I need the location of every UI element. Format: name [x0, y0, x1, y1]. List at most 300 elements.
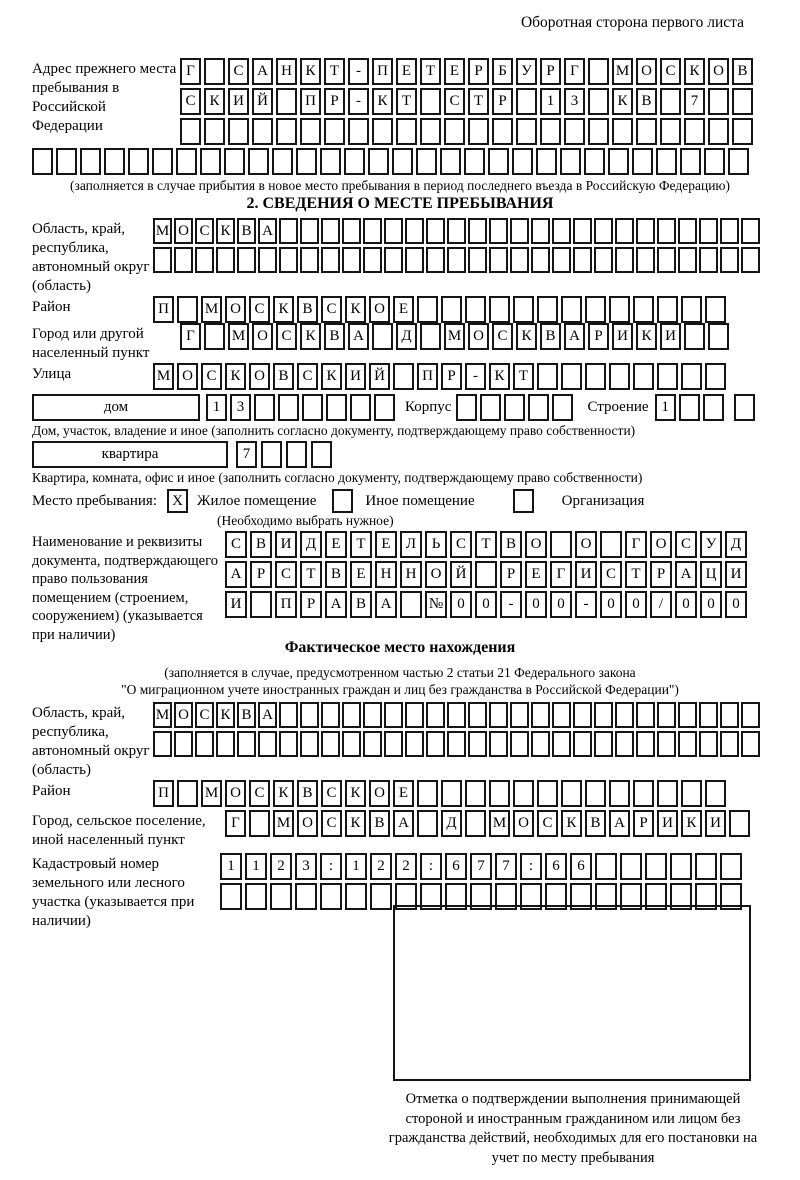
char-cell[interactable]: [510, 731, 529, 757]
char-cell[interactable]: [608, 148, 629, 175]
char-cell[interactable]: А: [564, 323, 585, 350]
char-cell[interactable]: [296, 148, 317, 175]
char-cell[interactable]: [216, 247, 235, 273]
char-cell[interactable]: [657, 702, 676, 728]
char-cell[interactable]: [488, 148, 509, 175]
char-cell[interactable]: [392, 148, 413, 175]
char-cell[interactable]: [657, 731, 676, 757]
char-cell[interactable]: Т: [396, 88, 417, 115]
char-cell[interactable]: 7: [495, 853, 517, 880]
char-cell[interactable]: [489, 702, 508, 728]
char-cell[interactable]: [657, 363, 678, 390]
char-cell[interactable]: [249, 810, 270, 837]
char-cell[interactable]: Р: [441, 363, 462, 390]
char-cell[interactable]: 7: [684, 88, 705, 115]
char-cell[interactable]: [657, 780, 678, 807]
char-cell[interactable]: [468, 247, 487, 273]
char-cell[interactable]: [620, 853, 642, 880]
char-cell[interactable]: -: [348, 58, 369, 85]
char-cell[interactable]: А: [225, 561, 247, 588]
char-cell[interactable]: [531, 218, 550, 244]
char-cell[interactable]: [594, 731, 613, 757]
char-cell[interactable]: [468, 702, 487, 728]
char-cell[interactable]: №: [425, 591, 447, 618]
char-cell[interactable]: [708, 118, 729, 145]
char-cell[interactable]: К: [681, 810, 702, 837]
char-cell[interactable]: [594, 702, 613, 728]
char-cell[interactable]: [636, 118, 657, 145]
char-cell[interactable]: К: [489, 363, 510, 390]
char-cell[interactable]: [741, 247, 760, 273]
char-cell[interactable]: [552, 218, 571, 244]
char-cell[interactable]: С: [201, 363, 222, 390]
char-cell[interactable]: [174, 731, 193, 757]
char-cell[interactable]: [302, 394, 323, 421]
char-cell[interactable]: М: [153, 218, 172, 244]
char-cell[interactable]: [612, 118, 633, 145]
char-cell[interactable]: 0: [625, 591, 647, 618]
char-cell[interactable]: [699, 218, 718, 244]
char-cell[interactable]: [245, 883, 267, 910]
char-cell[interactable]: М: [201, 296, 222, 323]
char-cell[interactable]: Е: [375, 531, 397, 558]
char-cell[interactable]: [321, 247, 340, 273]
char-cell[interactable]: 7: [470, 853, 492, 880]
char-cell[interactable]: А: [252, 58, 273, 85]
char-cell[interactable]: [468, 218, 487, 244]
char-cell[interactable]: Е: [325, 531, 347, 558]
char-cell[interactable]: 0: [475, 591, 497, 618]
char-cell[interactable]: [615, 731, 634, 757]
char-cell[interactable]: Р: [324, 88, 345, 115]
char-cell[interactable]: К: [561, 810, 582, 837]
char-cell[interactable]: :: [520, 853, 542, 880]
char-cell[interactable]: К: [300, 323, 321, 350]
char-cell[interactable]: 0: [600, 591, 622, 618]
char-cell[interactable]: [585, 780, 606, 807]
char-cell[interactable]: [552, 731, 571, 757]
char-cell[interactable]: /: [650, 591, 672, 618]
char-cell[interactable]: Е: [396, 58, 417, 85]
char-cell[interactable]: Й: [450, 561, 472, 588]
char-cell[interactable]: Р: [492, 88, 513, 115]
char-cell[interactable]: [417, 296, 438, 323]
char-cell[interactable]: [195, 247, 214, 273]
char-cell[interactable]: А: [348, 323, 369, 350]
char-cell[interactable]: С: [225, 531, 247, 558]
char-cell[interactable]: [681, 363, 702, 390]
char-cell[interactable]: 0: [525, 591, 547, 618]
char-cell[interactable]: Н: [375, 561, 397, 588]
char-cell[interactable]: [560, 148, 581, 175]
char-cell[interactable]: [531, 702, 550, 728]
char-cell[interactable]: [447, 218, 466, 244]
char-cell[interactable]: [609, 363, 630, 390]
char-cell[interactable]: [416, 148, 437, 175]
char-cell[interactable]: [456, 394, 477, 421]
char-cell[interactable]: А: [258, 218, 277, 244]
char-cell[interactable]: В: [273, 363, 294, 390]
char-cell[interactable]: [153, 731, 172, 757]
char-cell[interactable]: У: [700, 531, 722, 558]
char-cell[interactable]: С: [321, 296, 342, 323]
char-cell[interactable]: [300, 731, 319, 757]
char-cell[interactable]: [370, 883, 392, 910]
char-cell[interactable]: К: [516, 323, 537, 350]
char-cell[interactable]: 0: [450, 591, 472, 618]
char-cell[interactable]: П: [153, 780, 174, 807]
char-cell[interactable]: И: [612, 323, 633, 350]
char-cell[interactable]: [680, 148, 701, 175]
char-cell[interactable]: Г: [225, 810, 246, 837]
char-cell[interactable]: [489, 731, 508, 757]
char-cell[interactable]: С: [276, 323, 297, 350]
street-row[interactable]: [153, 363, 726, 390]
char-cell[interactable]: 3: [230, 394, 251, 421]
char-cell[interactable]: [405, 247, 424, 273]
char-cell[interactable]: [489, 780, 510, 807]
char-cell[interactable]: [561, 363, 582, 390]
char-cell[interactable]: И: [657, 810, 678, 837]
document-row-1[interactable]: [225, 531, 747, 558]
char-cell[interactable]: [279, 247, 298, 273]
char-cell[interactable]: М: [444, 323, 465, 350]
char-cell[interactable]: В: [350, 591, 372, 618]
char-cell[interactable]: [561, 780, 582, 807]
char-cell[interactable]: [372, 118, 393, 145]
char-cell[interactable]: [440, 148, 461, 175]
char-cell[interactable]: С: [275, 561, 297, 588]
char-cell[interactable]: -: [465, 363, 486, 390]
char-cell[interactable]: Е: [444, 58, 465, 85]
char-cell[interactable]: [679, 394, 700, 421]
char-cell[interactable]: Й: [252, 88, 273, 115]
char-cell[interactable]: К: [216, 702, 235, 728]
char-cell[interactable]: [279, 218, 298, 244]
char-cell[interactable]: [741, 731, 760, 757]
char-cell[interactable]: [276, 88, 297, 115]
char-cell[interactable]: Т: [324, 58, 345, 85]
char-cell[interactable]: [384, 731, 403, 757]
checkbox-residential[interactable]: X: [167, 489, 188, 513]
char-cell[interactable]: 1: [655, 394, 676, 421]
char-cell[interactable]: [465, 296, 486, 323]
char-cell[interactable]: [216, 731, 235, 757]
actual-district-row[interactable]: [153, 780, 726, 807]
char-cell[interactable]: В: [237, 702, 256, 728]
char-cell[interactable]: [420, 323, 441, 350]
char-cell[interactable]: [633, 780, 654, 807]
char-cell[interactable]: [681, 780, 702, 807]
char-cell[interactable]: О: [425, 561, 447, 588]
char-cell[interactable]: [561, 296, 582, 323]
char-cell[interactable]: Р: [650, 561, 672, 588]
char-cell[interactable]: П: [417, 363, 438, 390]
char-cell[interactable]: [573, 247, 592, 273]
char-cell[interactable]: 0: [675, 591, 697, 618]
char-cell[interactable]: О: [177, 363, 198, 390]
char-cell[interactable]: [720, 247, 739, 273]
char-cell[interactable]: [636, 247, 655, 273]
char-cell[interactable]: О: [297, 810, 318, 837]
char-cell[interactable]: [152, 148, 173, 175]
char-cell[interactable]: [153, 247, 172, 273]
char-cell[interactable]: С: [195, 218, 214, 244]
checkbox-organization[interactable]: [513, 489, 534, 513]
char-cell[interactable]: [510, 218, 529, 244]
char-cell[interactable]: [204, 323, 225, 350]
char-cell[interactable]: [573, 218, 592, 244]
char-cell[interactable]: 3: [295, 853, 317, 880]
char-cell[interactable]: [177, 296, 198, 323]
char-cell[interactable]: У: [516, 58, 537, 85]
apartment-cells[interactable]: [236, 441, 332, 468]
char-cell[interactable]: Т: [420, 58, 441, 85]
char-cell[interactable]: [344, 148, 365, 175]
char-cell[interactable]: Б: [492, 58, 513, 85]
char-cell[interactable]: [588, 118, 609, 145]
char-cell[interactable]: [348, 118, 369, 145]
char-cell[interactable]: М: [489, 810, 510, 837]
char-cell[interactable]: Ь: [425, 531, 447, 558]
char-cell[interactable]: [705, 296, 726, 323]
char-cell[interactable]: [252, 118, 273, 145]
char-cell[interactable]: [254, 394, 275, 421]
char-cell[interactable]: [708, 323, 729, 350]
char-cell[interactable]: [510, 702, 529, 728]
char-cell[interactable]: [720, 218, 739, 244]
char-cell[interactable]: [272, 148, 293, 175]
char-cell[interactable]: [311, 441, 332, 468]
char-cell[interactable]: К: [372, 88, 393, 115]
char-cell[interactable]: [426, 702, 445, 728]
char-cell[interactable]: [657, 296, 678, 323]
char-cell[interactable]: [615, 247, 634, 273]
char-cell[interactable]: [531, 731, 550, 757]
char-cell[interactable]: [703, 394, 724, 421]
prev-address-row-1[interactable]: [180, 58, 753, 85]
char-cell[interactable]: О: [174, 702, 193, 728]
char-cell[interactable]: [248, 148, 269, 175]
char-cell[interactable]: Н: [400, 561, 422, 588]
char-cell[interactable]: Р: [633, 810, 654, 837]
char-cell[interactable]: М: [273, 810, 294, 837]
char-cell[interactable]: [261, 441, 282, 468]
stroenie-cells[interactable]: [655, 394, 755, 421]
char-cell[interactable]: [405, 218, 424, 244]
char-cell[interactable]: [660, 88, 681, 115]
document-row-3[interactable]: [225, 591, 747, 618]
char-cell[interactable]: [588, 88, 609, 115]
char-cell[interactable]: О: [369, 780, 390, 807]
char-cell[interactable]: [128, 148, 149, 175]
char-cell[interactable]: [258, 247, 277, 273]
char-cell[interactable]: Н: [276, 58, 297, 85]
char-cell[interactable]: П: [372, 58, 393, 85]
char-cell[interactable]: [345, 883, 367, 910]
char-cell[interactable]: П: [275, 591, 297, 618]
char-cell[interactable]: [699, 702, 718, 728]
char-cell[interactable]: [176, 148, 197, 175]
char-cell[interactable]: Р: [500, 561, 522, 588]
char-cell[interactable]: К: [345, 780, 366, 807]
char-cell[interactable]: М: [153, 363, 174, 390]
actual-city-row[interactable]: [225, 810, 750, 837]
region-row-2[interactable]: [153, 247, 760, 273]
char-cell[interactable]: А: [393, 810, 414, 837]
char-cell[interactable]: И: [660, 323, 681, 350]
char-cell[interactable]: [684, 118, 705, 145]
char-cell[interactable]: [670, 853, 692, 880]
char-cell[interactable]: К: [273, 296, 294, 323]
char-cell[interactable]: [321, 702, 340, 728]
char-cell[interactable]: Д: [300, 531, 322, 558]
char-cell[interactable]: [444, 118, 465, 145]
char-cell[interactable]: А: [675, 561, 697, 588]
char-cell[interactable]: О: [249, 363, 270, 390]
char-cell[interactable]: [741, 218, 760, 244]
char-cell[interactable]: Р: [540, 58, 561, 85]
char-cell[interactable]: [594, 218, 613, 244]
char-cell[interactable]: [645, 853, 667, 880]
char-cell[interactable]: [420, 118, 441, 145]
char-cell[interactable]: Г: [625, 531, 647, 558]
char-cell[interactable]: В: [297, 780, 318, 807]
char-cell[interactable]: 1: [345, 853, 367, 880]
char-cell[interactable]: [552, 394, 573, 421]
char-cell[interactable]: [237, 731, 256, 757]
char-cell[interactable]: Ц: [700, 561, 722, 588]
char-cell[interactable]: [465, 780, 486, 807]
char-cell[interactable]: О: [650, 531, 672, 558]
char-cell[interactable]: [615, 218, 634, 244]
char-cell[interactable]: [636, 731, 655, 757]
char-cell[interactable]: [32, 148, 53, 175]
char-cell[interactable]: [384, 218, 403, 244]
char-cell[interactable]: [678, 702, 697, 728]
char-cell[interactable]: [656, 148, 677, 175]
char-cell[interactable]: [609, 780, 630, 807]
char-cell[interactable]: О: [252, 323, 273, 350]
char-cell[interactable]: [585, 296, 606, 323]
char-cell[interactable]: Р: [250, 561, 272, 588]
char-cell[interactable]: [372, 323, 393, 350]
char-cell[interactable]: Р: [468, 58, 489, 85]
char-cell[interactable]: -: [348, 88, 369, 115]
char-cell[interactable]: 0: [550, 591, 572, 618]
char-cell[interactable]: О: [575, 531, 597, 558]
char-cell[interactable]: С: [450, 531, 472, 558]
char-cell[interactable]: [300, 247, 319, 273]
char-cell[interactable]: Р: [588, 323, 609, 350]
korpus-cells[interactable]: [456, 394, 573, 421]
char-cell[interactable]: В: [540, 323, 561, 350]
char-cell[interactable]: М: [612, 58, 633, 85]
district-row[interactable]: [153, 296, 726, 323]
char-cell[interactable]: М: [228, 323, 249, 350]
char-cell[interactable]: -: [500, 591, 522, 618]
char-cell[interactable]: [276, 118, 297, 145]
char-cell[interactable]: [600, 531, 622, 558]
char-cell[interactable]: [528, 394, 549, 421]
char-cell[interactable]: [405, 731, 424, 757]
char-cell[interactable]: [537, 296, 558, 323]
char-cell[interactable]: Е: [525, 561, 547, 588]
char-cell[interactable]: [441, 296, 462, 323]
char-cell[interactable]: [177, 780, 198, 807]
char-cell[interactable]: К: [216, 218, 235, 244]
char-cell[interactable]: -: [575, 591, 597, 618]
char-cell[interactable]: [363, 731, 382, 757]
char-cell[interactable]: [326, 394, 347, 421]
char-cell[interactable]: Е: [393, 780, 414, 807]
char-cell[interactable]: [195, 731, 214, 757]
char-cell[interactable]: [464, 148, 485, 175]
char-cell[interactable]: О: [513, 810, 534, 837]
char-cell[interactable]: [504, 394, 525, 421]
char-cell[interactable]: [684, 323, 705, 350]
char-cell[interactable]: [468, 118, 489, 145]
char-cell[interactable]: В: [369, 810, 390, 837]
char-cell[interactable]: С: [228, 58, 249, 85]
char-cell[interactable]: К: [204, 88, 225, 115]
char-cell[interactable]: С: [444, 88, 465, 115]
char-cell[interactable]: [729, 810, 750, 837]
char-cell[interactable]: [368, 148, 389, 175]
char-cell[interactable]: [573, 702, 592, 728]
char-cell[interactable]: К: [225, 363, 246, 390]
char-cell[interactable]: С: [249, 296, 270, 323]
char-cell[interactable]: [384, 702, 403, 728]
char-cell[interactable]: [512, 148, 533, 175]
char-cell[interactable]: [699, 731, 718, 757]
char-cell[interactable]: И: [725, 561, 747, 588]
char-cell[interactable]: [363, 702, 382, 728]
char-cell[interactable]: [104, 148, 125, 175]
char-cell[interactable]: О: [525, 531, 547, 558]
char-cell[interactable]: [321, 218, 340, 244]
char-cell[interactable]: К: [300, 58, 321, 85]
char-cell[interactable]: [320, 148, 341, 175]
char-cell[interactable]: С: [321, 810, 342, 837]
char-cell[interactable]: [342, 247, 361, 273]
char-cell[interactable]: [342, 702, 361, 728]
char-cell[interactable]: [174, 247, 193, 273]
prev-address-row-4[interactable]: [32, 148, 768, 175]
char-cell[interactable]: [537, 363, 558, 390]
char-cell[interactable]: [678, 218, 697, 244]
char-cell[interactable]: [633, 296, 654, 323]
char-cell[interactable]: [468, 731, 487, 757]
char-cell[interactable]: [657, 218, 676, 244]
char-cell[interactable]: [720, 702, 739, 728]
char-cell[interactable]: Д: [725, 531, 747, 558]
char-cell[interactable]: В: [500, 531, 522, 558]
char-cell[interactable]: В: [297, 296, 318, 323]
char-cell[interactable]: [636, 218, 655, 244]
char-cell[interactable]: [224, 148, 245, 175]
char-cell[interactable]: [708, 88, 729, 115]
char-cell[interactable]: И: [228, 88, 249, 115]
char-cell[interactable]: [228, 118, 249, 145]
char-cell[interactable]: О: [174, 218, 193, 244]
char-cell[interactable]: [540, 118, 561, 145]
char-cell[interactable]: В: [325, 561, 347, 588]
char-cell[interactable]: Т: [475, 531, 497, 558]
char-cell[interactable]: [447, 702, 466, 728]
char-cell[interactable]: С: [195, 702, 214, 728]
char-cell[interactable]: [350, 394, 371, 421]
